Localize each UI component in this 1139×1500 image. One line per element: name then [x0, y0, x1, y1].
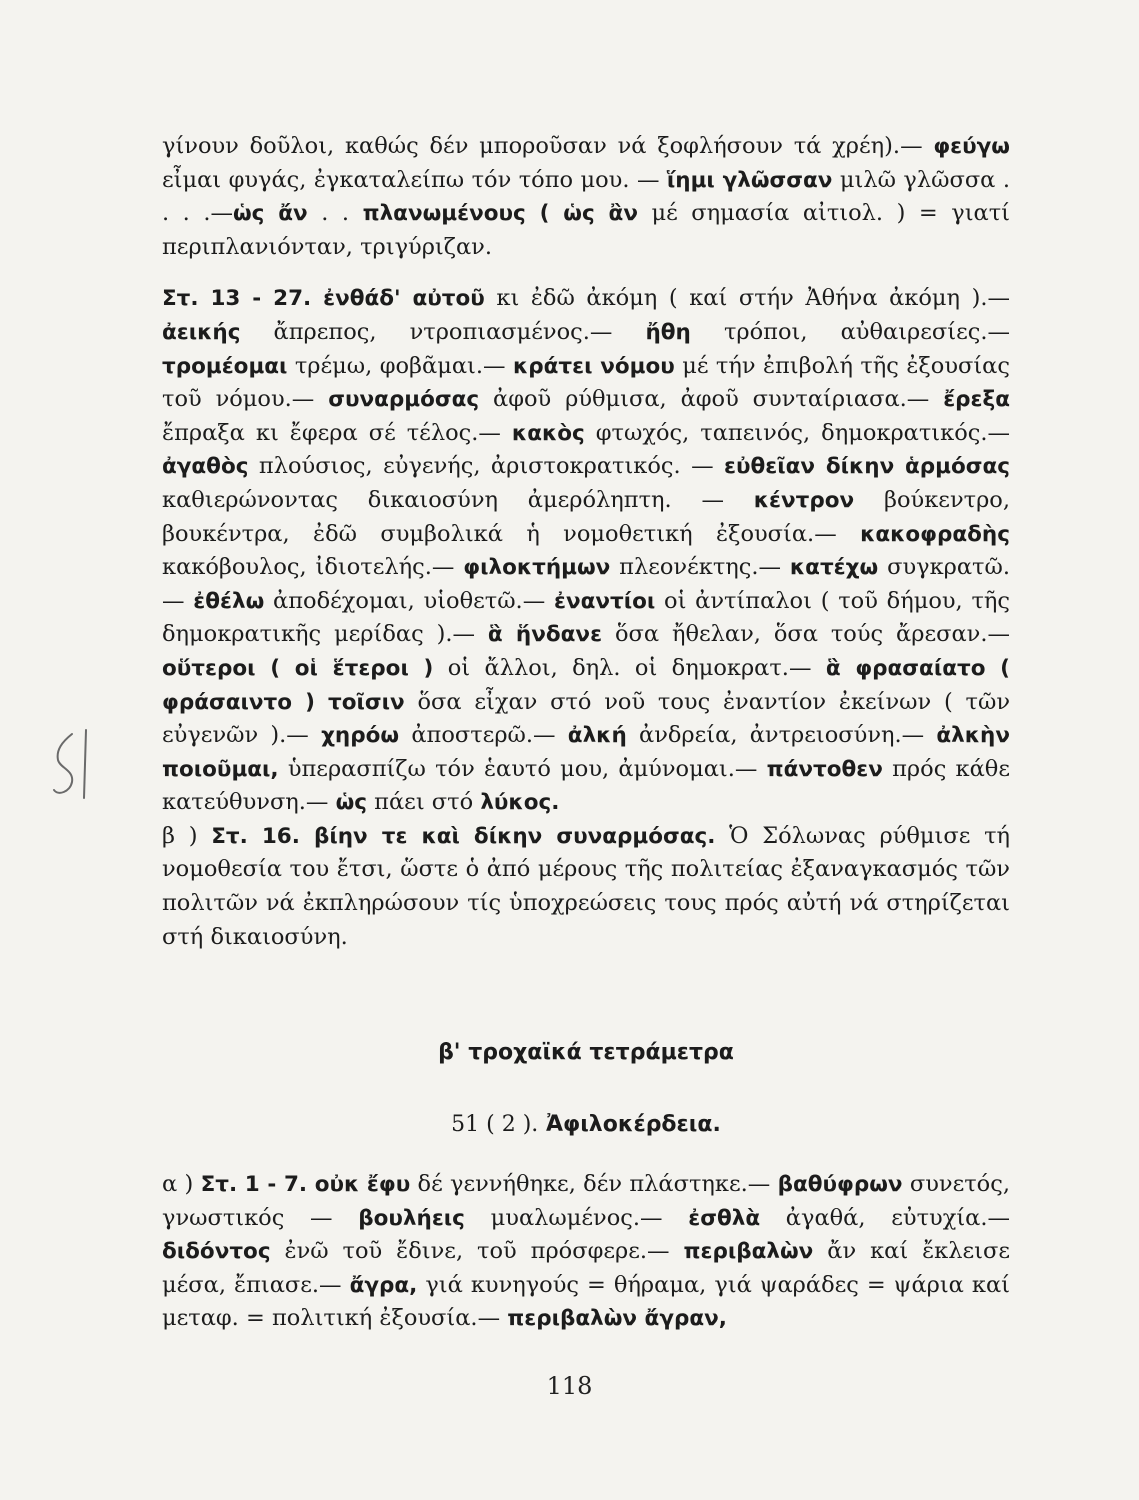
handwritten-note-drawing	[24, 720, 104, 810]
section-heading: β' τροχαϊκά τετράμετρα	[438, 1040, 734, 1065]
commentary-text-2	[162, 1168, 1010, 1336]
poem-number: 51 ( 2 ).	[451, 1112, 539, 1137]
poem-heading	[162, 1112, 1010, 1137]
paragraph: γίνουν δοῦλοι, καθώς δέν μποροῦσαν νά ξοφλήσουν τά χρέη).— φεύγω εἶμαι φυγάς, ἐγκαταλείπω τόν τόπο μου. — ἵημι γλῶσσαν μιλῶ γλῶσσα . . . .—ὡς ἄν . . πλανωμένους ( ὡς ἂν μέ σημασία αἰτιολ. ) = γιατί περιπλανιόνταν, τριγύριζαν.	[162, 133, 1010, 260]
page-number: 118	[546, 1372, 593, 1400]
paragraph: β ) Στ. 16. βίην τε καὶ δίκην συναρμόσας. Ὁ Σόλωνας ρύθμισε τή νομοθεσία του ἔτσι, ὥστε ὁ ἀπό μέρους τῆς πολιτείας ἐξαναγκασμός τῶν πολιτῶν νά ἐκπληρώσουν τίς ὑποχρεώσεις τους πρός αὐτή νά στηρίζεται στή δικαιοσύνη.	[162, 822, 1010, 950]
handwritten-margin-note	[24, 720, 104, 814]
paragraph: Στ. 13 - 27. ἐνθάδ' αὐτοῦ κι ἐδῶ ἀκόμη ( καί στήν Ἀθήνα ἀκόμη ).— ἀεικής ἄπρεπος, ντροπιασμένος.— ἤθη τρόποι, αὐθαιρεσίες.— τρομέομαι τρέμω, φοβᾶμαι.— κράτει νόμου μέ τήν ἐπιβολή τῆς ἐξουσίας τοῦ νόμου.— συναρμόσας ἀφοῦ ρύθμισα, ἀφοῦ συνταίριασα.— ἔρεξα ἔπραξα κι ἔφερα σέ τέλος.— κακὸς φτωχός, ταπεινός, δημοκρατικός.— ἀγαθὸς πλούσιος, εὐγενής, ἀριστοκρατικός. — εὐθεῖαν δίκην ἁρμόσας καθιερώνοντας δικαιοσύνη ἀμερόληπτη. — κέντρον βούκεντρο, βουκέντρα, ἐδῶ συμβολικά ἡ νομοθετική ἐξουσία.— κακοφραδὴς κακόβουλος, ἰδιοτελής.— φιλοκτήμων πλεονέκτης.— κατέχω συγκρατῶ.— ἐθέλω ἀποδέχομαι, υἱοθετῶ.— ἐναντίοι οἱ ἀντίπαλοι ( τοῦ δήμου, τῆς δημοκρατικῆς μερίδας ).— ἃ ἥνδανε ὅσα ἤθελαν, ὅσα τούς ἄρεσαν.— οὕτεροι ( οἱ ἕτεροι ) οἱ ἄλλοι, δηλ. οἱ δημοκρατ.— ἃ φρασαίατο ( φράσαιντο ) τοῖσιν ὅσα εἶχαν στό νοῦ τους ἐναντίον ἐκείνων ( τῶν εὐγενῶν ).— χηρόω ἀποστερῶ.— ἀλκή ἀνδρεία, ἀντρειοσύνη.— ἀλκὴν ποιοῦμαι, ὑπερασπίζω τόν ἑαυτό μου, ἀμύνομαι.— πάντοθεν πρός κάθε κατεύθυνση.— ὡς πάει στό λύκος.	[162, 285, 1011, 816]
poem-title: Ἀφιλοκέρδεια.	[545, 1112, 721, 1137]
commentary-text	[162, 130, 1010, 954]
paragraph: α ) Στ. 1 - 7. οὐκ ἔφυ δέ γεννήθηκε, δέν πλάστηκε.— βαθύφρων συνετός, γνωστικός — βουλήεις μυαλωμένος.— ἐσθλὰ ἀγαθά, εὐτυχία.— διδόντος ἐνῶ τοῦ ἔδινε, τοῦ πρόσφερε.— περιβαλὼν ἄν καί ἔκλεισε μέσα, ἔπιασε.— ἄγρα, γιά κυνηγούς = θήραμα, γιά ψαράδες = ψάρια καί μεταφ. = πολιτική ἐξουσία.— περιβαλὼν ἄγραν,	[162, 1171, 1011, 1332]
